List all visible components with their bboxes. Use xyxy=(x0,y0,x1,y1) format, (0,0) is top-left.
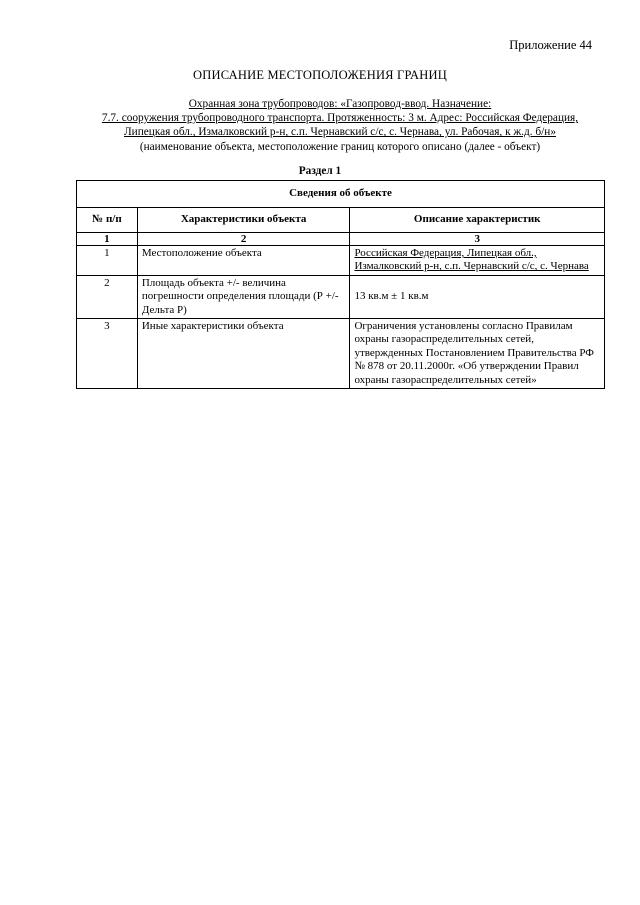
row-number: 2 xyxy=(77,275,138,318)
column-header-number: № п/п xyxy=(77,208,138,233)
object-info-table xyxy=(76,180,605,389)
section-label: Раздел 1 xyxy=(298,165,342,177)
column-header-description: Описание характеристик xyxy=(350,208,605,233)
row-characteristic: Местоположение объекта xyxy=(137,246,350,276)
row-description: Российская Федерация, Липецкая обл., Измалковский р-н, с.п. Чернавский с/с, с. Чернава xyxy=(350,246,605,276)
object-name-line: Липецкая обл., Измалковский р-н, с.п. Чернавский с/с, с. Чернава, ул. Рабочая, к ж.д. б/н» xyxy=(124,126,556,139)
column-header-characteristic: Характеристики объекта xyxy=(137,208,350,233)
object-name-line: 7.7. сооружения трубопроводного транспорта. Протяженность: 3 м. Адрес: Российская Федерация, xyxy=(101,112,579,125)
row-description: 13 кв.м ± 1 кв.м xyxy=(350,275,605,318)
document-title: ОПИСАНИЕ МЕСТОПОЛОЖЕНИЯ ГРАНИЦ xyxy=(193,68,447,82)
object-name-block xyxy=(76,97,604,154)
row-characteristic: Площадь объекта +/- величина погрешности определения площади (Р +/- Дельта Р) xyxy=(137,275,350,318)
appendix-label: Приложение 44 xyxy=(509,38,592,52)
row-number: 3 xyxy=(77,319,138,389)
table-row xyxy=(77,246,605,276)
column-number: 2 xyxy=(137,233,350,246)
column-number: 1 xyxy=(77,233,138,246)
table-title: Сведения об объекте xyxy=(77,181,605,208)
row-description: Ограничения установлены согласно Правилам охраны газораспределительных сетей, утвержденных Постановлением Правительства РФ № 878 от 20.11.2000г. «Об утверждении Правил охраны газораспределительных сетей» xyxy=(350,319,605,389)
object-name-note: (наименование объекта, местоположение границ которого описано (далее - объект) xyxy=(139,140,541,153)
row-characteristic: Иные характеристики объекта xyxy=(137,319,350,389)
object-name-line: Охранная зона трубопроводов: «Газопровод-ввод. Назначение: xyxy=(188,98,492,110)
table-row xyxy=(77,275,605,318)
column-number: 3 xyxy=(350,233,605,246)
table-row xyxy=(77,319,605,389)
row-number: 1 xyxy=(77,246,138,276)
